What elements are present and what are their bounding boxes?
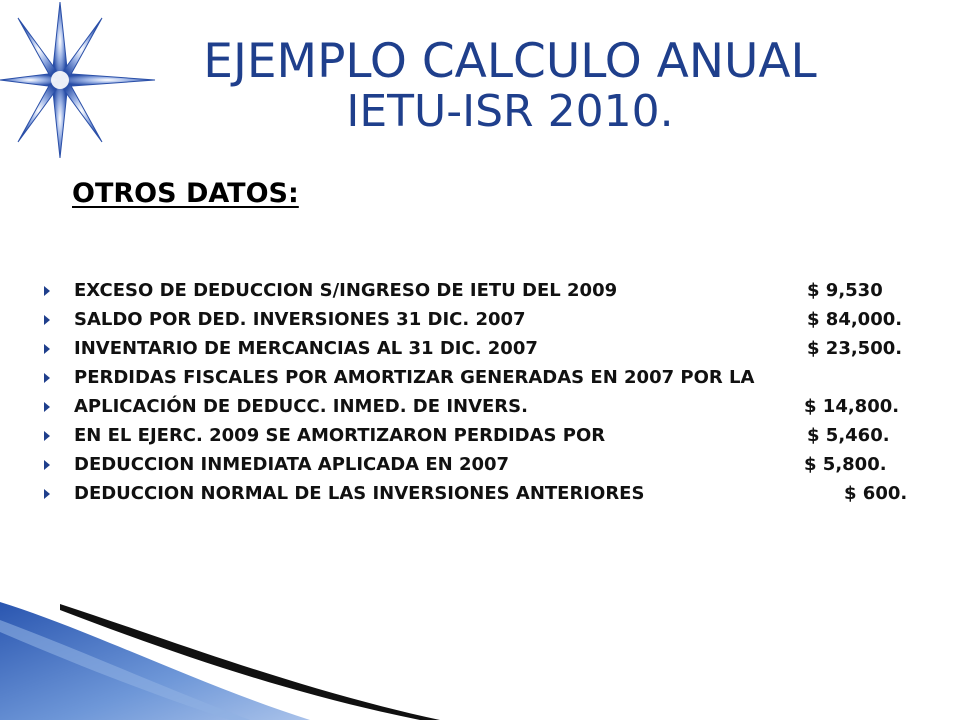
triangle-bullet-icon: [44, 286, 50, 296]
item-amount: $ 9,530: [807, 280, 883, 301]
list-item: [44, 334, 944, 363]
triangle-bullet-icon: [44, 373, 50, 383]
item-amount: $ 84,000.: [807, 309, 903, 330]
list-item: [44, 392, 944, 421]
triangle-bullet-icon: [44, 315, 50, 325]
corner-wave-decoration: [0, 590, 440, 720]
section-heading: OTROS DATOS:: [72, 178, 299, 209]
list-item: [44, 450, 944, 479]
triangle-bullet-icon: [44, 489, 50, 499]
item-label: PERDIDAS FISCALES POR AMORTIZAR GENERADAS EN 2007 POR LA: [74, 367, 755, 388]
item-label: DEDUCCION NORMAL DE LAS INVERSIONES ANTERIORES: [74, 483, 645, 504]
list-item: [44, 421, 944, 450]
title-line-1: EJEMPLO CALCULO ANUAL: [203, 34, 817, 89]
list-item: [44, 305, 944, 334]
item-amount: $ 23,500.: [807, 338, 903, 359]
triangle-bullet-icon: [44, 460, 50, 470]
item-label: EXCESO DE DEDUCCION S/INGRESO DE IETU DEL 2009: [74, 280, 618, 301]
triangle-bullet-icon: [44, 402, 50, 412]
list-item: [44, 276, 944, 305]
title-line-2: IETU-ISR 2010.: [346, 86, 674, 137]
item-label: APLICACIÓN DE DEDUCC. INMED. DE INVERS.: [74, 396, 528, 417]
list-item: [44, 363, 944, 392]
item-amount: $ 600.: [844, 483, 908, 504]
list-item: [44, 479, 944, 508]
item-label: SALDO POR DED. INVERSIONES 31 DIC. 2007: [74, 309, 526, 330]
data-list: [44, 276, 944, 508]
item-label: INVENTARIO DE MERCANCIAS AL 31 DIC. 2007: [74, 338, 538, 359]
item-amount: $ 5,800.: [804, 454, 887, 475]
item-label: DEDUCCION INMEDIATA APLICADA EN 2007: [74, 454, 510, 475]
item-amount: $ 5,460.: [807, 425, 890, 446]
triangle-bullet-icon: [44, 431, 50, 441]
item-label: EN EL EJERC. 2009 SE AMORTIZARON PERDIDAS POR: [74, 425, 606, 446]
item-amount: $ 14,800.: [804, 396, 900, 417]
triangle-bullet-icon: [44, 344, 50, 354]
